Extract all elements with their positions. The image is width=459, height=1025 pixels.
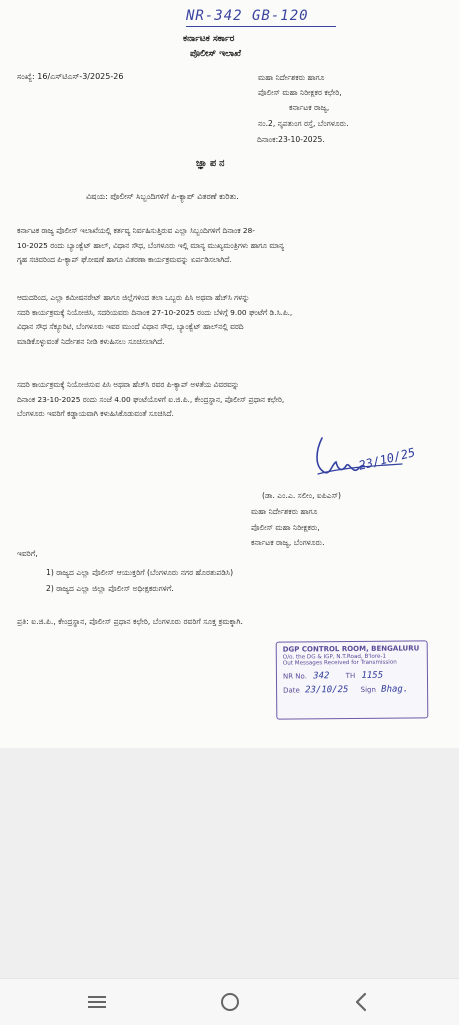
reference-number: ಸಂಖ್ಯೆ: 16/ಎಸ್‌ಟಿಎಸ್-3/2025-26 xyxy=(17,72,124,81)
stamp-nr-value: 342 xyxy=(313,671,330,682)
signature-date: 23/10/25 xyxy=(357,445,417,473)
paragraph-3 xyxy=(17,378,447,422)
paragraph-1-line: 10-2025 ರಂದು ಬ್ಯಾಂಕ್ವೆಟ್ ಹಾಲ್, ವಿಧಾನ ಸೌಧ, ಬೆಂಗಳೂರು ಇಲ್ಲಿ ಮಾನ್ಯ ಮುಖ್ಯಮಂತ್ರಿಗಳು ಹಾಗೂ ಮಾನ್ಯ xyxy=(17,240,285,250)
stamp-sign-value: Bhag. xyxy=(381,684,409,695)
recipient-2: 2) ರಾಜ್ಯದ ಎಲ್ಲಾ ಜಿಲ್ಲಾ ಪೊಲೀಸ್ ಅಧೀಕ್ಷಕರುಗಳಿಗೆ. xyxy=(46,584,174,593)
stamp-date-row xyxy=(277,680,427,695)
copy-to-line: ಪ್ರತಿ: ಐ.ಜಿ.ಪಿ., ಕೇಂದ್ರಸ್ಥಾನ, ಪೊಲೀಸ್ ಪ್ರಧಾನ ಕಛೇರಿ, ಬೆಂಗಳೂರು ರವರಿಗೆ ಸೂಕ್ತ ಕ್ರಮಕ್ಕಾಗಿ. xyxy=(17,617,243,626)
org-subtitle: ಪೊಲೀಸ್ ಇಲಾಖೆ xyxy=(190,49,241,59)
stamp-caption: Out Messages Received for Transmission xyxy=(282,659,397,667)
paragraph-1 xyxy=(17,224,447,268)
system-navigation-bar xyxy=(0,978,459,1025)
stamp-date-value: 23/10/25 xyxy=(305,685,349,696)
recent-apps-glyph xyxy=(86,993,108,1011)
signatory-name: (ಡಾ. ಎಂ.ಎ. ಸಲೀಂ, ಐಪಿಎಸ್) xyxy=(262,491,342,500)
stamp-nr-label: NR No. xyxy=(282,672,307,681)
office-address-line-3: ಕರ್ನಾಟಕ ರಾಜ್ಯ, xyxy=(289,103,330,112)
subject-line: ವಿಷಯ: ಪೊಲೀಸ್ ಸಿಬ್ಬಂದಿಗಳಿಗೆ ಪಿ-ಕ್ಯಾಪ್ ವಿತರಣೆ ಕುರಿತು. xyxy=(86,192,239,201)
paragraph-3-line: ಬೆಂಗಳೂರು ಇವರಿಗೆ ಕಡ್ಡಾಯವಾಗಿ ಕಳುಹಿಸಿಕೊಡುವಂತೆ ಸೂಚಿಸಿದೆ. xyxy=(17,409,174,419)
stamp-office: O/o. the DG & IGP, N.T.Road, B'lore-1 xyxy=(282,653,387,661)
signatory-designation-3: ಕರ್ನಾಟಕ ರಾಜ್ಯ, ಬೆಂಗಳೂರು. xyxy=(251,538,325,547)
home-glyph xyxy=(219,991,241,1013)
paragraph-3-line: ದಿನಾಂಕ 23-10-2025 ರಂದು ಸಂಜೆ 4.00 ಘಂಟೆಯೊಳಗೆ ಐ.ಜಿ.ಪಿ., ಕೇಂದ್ರಸ್ಥಾನ, ಪೊಲೀಸ್ ಪ್ರಧಾನ ಕಛೇರಿ, xyxy=(17,394,285,404)
paragraph-2-line: ಆದುದರಿಂದ, ಎಲ್ಲಾ ಕಮೀಷನರೇಟ್ ಹಾಗೂ ಜಿಲ್ಲೆಗಳಿಂದ ತಲಾ ಒಬ್ಬರು ಪಿಸಿ ಅಥವಾ ಹೆಚ್‌ಸಿ ಗಳನ್ನು xyxy=(17,293,250,302)
paragraph-3-line: ಸದರಿ ಕಾರ್ಯಕ್ರಮಕ್ಕೆ ನಿಯೋಜಿಸುವ ಪಿಸಿ ಅಥವಾ ಹೆಚ್‌ಸಿ ರವರ ಪಿ-ಕ್ಯಾಪ್ ಅಳತೆಯ ವಿವರವನ್ನು xyxy=(17,380,240,389)
memo-heading: ಜ್ಞಾಪನ xyxy=(196,158,228,169)
to-label: ಇವರಿಗೆ, xyxy=(17,549,38,558)
paragraph-2-line: ಮಾಡಿಕೊಳ್ಳುವಂತೆ ನಿರ್ದೇಶನ ನೀಡಿ ಕಳುಹಿಸಲು ಸೂಚಿಸಲಾಗಿದೆ. xyxy=(17,336,165,346)
signatory-designation-1: ಮಹಾ ನಿರ್ದೇಶಕರು ಹಾಗೂ xyxy=(251,507,318,516)
office-address-line-1: ಮಹಾ ನಿರ್ದೇಶಕರು ಹಾಗೂ xyxy=(258,73,325,82)
back-icon[interactable] xyxy=(347,989,375,1015)
signatory-designation-2: ಪೊಲೀಸ್ ಮಹಾ ನಿರೀಕ್ಷಕರು, xyxy=(251,523,320,532)
recipient-1: 1) ರಾಜ್ಯದ ಎಲ್ಲಾ ಪೊಲೀಸ್ ಆಯುಕ್ತರಿಗೆ (ಬೆಂಗಳೂರು ನಗರ ಹೊರತುಪಡಿಸಿ) xyxy=(46,568,234,577)
paragraph-1-line: ಕರ್ನಾಟಕ ರಾಜ್ಯ ಪೊಲೀಸ್ ಇಲಾಖೆಯಲ್ಲಿ ಕರ್ತವ್ಯ ನಿರ್ವಹಿಸುತ್ತಿರುವ ಎಲ್ಲಾ ಸಿಬ್ಬಂದಿಗಳಿಗೆ ದಿನಾಂಕ 28- xyxy=(17,226,255,235)
stamp-th-label: TH xyxy=(345,671,356,681)
office-address-line-2: ಪೊಲೀಸ್ ಮಹಾ ನಿರೀಕ್ಷಕರ ಕಛೇರಿ, xyxy=(258,88,342,97)
org-title: ಕರ್ನಾಟಕ ಸರ್ಕಾರ xyxy=(183,34,235,44)
back-glyph xyxy=(352,991,370,1013)
office-address-line-4: ನಂ.2, ನೃಪತುಂಗ ರಸ್ತೆ, ಬೆಂಗಳೂರು. xyxy=(258,119,349,128)
handwritten-reference: NR-342 GB-120 xyxy=(186,8,309,24)
paragraph-1-line: ಗೃಹ ಸಚಿವರಿಂದ ಪಿ-ಕ್ಯಾಪ್ ಘೋಷಣೆ ಹಾಗೂ ವಿತರಣಾ ಕಾರ್ಯಕ್ರಮವನ್ನು ಏರ್ಪಡಿಸಲಾಗಿದೆ. xyxy=(17,255,232,265)
control-room-stamp xyxy=(276,640,429,719)
paragraph-2 xyxy=(17,291,447,349)
home-icon[interactable] xyxy=(216,989,244,1015)
document-date: ದಿನಾಂಕ:23-10-2025. xyxy=(257,135,325,144)
stamp-sign-label: Sign xyxy=(360,685,376,694)
paragraph-2-line: ವಿಧಾನ ಸೌಧ ಸೆಕ್ಯೂರಿಟಿ, ಬೆಂಗಳೂರು ಇವರ ಮುಂದೆ ವಿಧಾನ ಸೌಧ, ಬ್ಯಾಂಕ್ವೆಟ್ ಹಾಲ್‌ನಲ್ಲಿ ವರದಿ xyxy=(17,322,244,332)
stamp-title: DGP CONTROL ROOM, BENGALURU xyxy=(282,644,420,654)
stamp-th-value: 1155 xyxy=(361,670,384,681)
stamp-nr-row xyxy=(277,665,427,681)
recent-apps-icon[interactable] xyxy=(83,989,111,1015)
paragraph-2-line: ಸದರಿ ಕಾರ್ಯಕ್ರಮಕ್ಕೆ ನಿಯೋಜಿಸಿ, ಸದರಿಯವರು ದಿನಾಂಕ 27-10-2025 ರಂದು ಬೆಳಿಗ್ಗೆ 9.00 ಘಂಟೆಗೆ ಡಿ.ಸಿ.ಪಿ., xyxy=(17,307,293,317)
stamp-date-label: Date xyxy=(283,686,300,695)
handwritten-underline xyxy=(186,26,336,27)
